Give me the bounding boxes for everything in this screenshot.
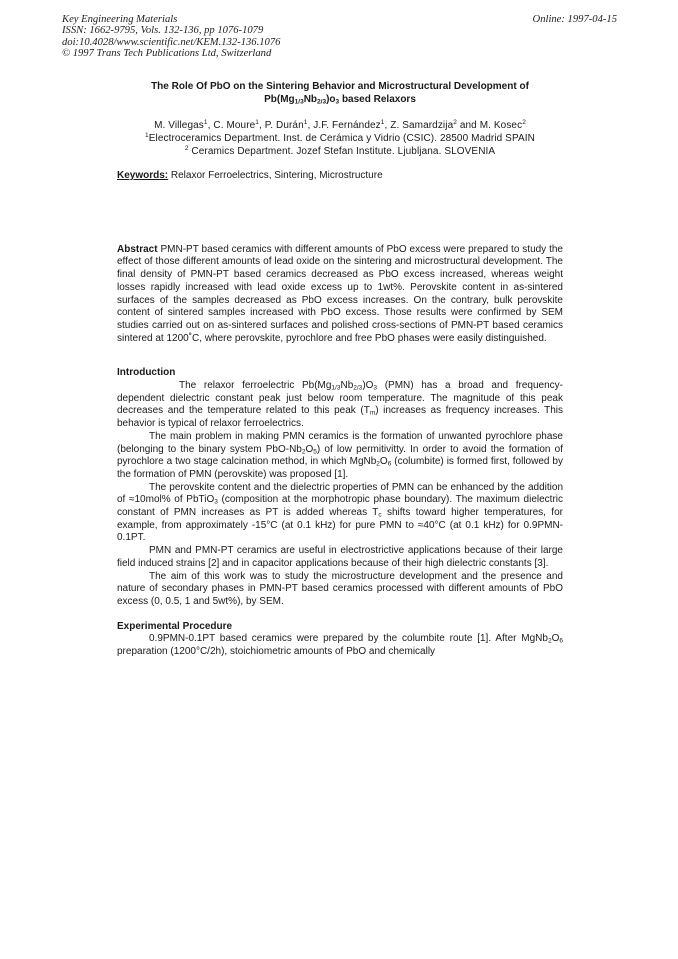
journal-name: Key Engineering Materials xyxy=(62,14,178,25)
author-list: M. Villegas$^1$, C. Moure$^1$, P. Durán$^1$, J.F. Fernández$^1$, Z. Samardzija$^2$ and M. Kosec$^2$ xyxy=(154,119,526,131)
issn-line: ISSN: 1662-9795, Vols. 132-136, pp 1076-1079 xyxy=(62,25,264,37)
experimental-paragraph-1: 0.9PMN-0.1PT based ceramics were prepared by the columbite route [1]. After $MgNb_2O_6$ preparation (1200°C/2h), stoichiometric amounts of PbO and chemically xyxy=(117,633,563,658)
intro-paragraph-2: The main problem in making PMN ceramics is the formation of unwanted pyrochlore phase (belonging to the binary system PbO-$Nb_2O_5$) of low permitivitty. In order to avoid the formation of pyrochlore a two stage calcination method, in which $MgNb_2O_6$ (columbite) is formed first, followed by the formation of PMN (perovskite) was proposed [1]. xyxy=(117,430,563,480)
paper-body xyxy=(117,80,563,659)
intro-paragraph-3: The perovskite content and the dielectric properties of PMN can be enhanced by the addition of ≈10mol% of PbTiO$_3$ (composition at the morphotropic phase boundary). The maximum dielectric constant of PMN increases as PT is added whereas $T_c$ shifts toward higher temperatures, for example, from approximately -15°C (at 0.1 kHz) for pure PMN to ≈40°C (at 0.1 kHz) for 0.9PMN-0.1PT. xyxy=(117,481,563,544)
intro-paragraph-5: The aim of this work was to study the microstructure development and the presence and nature of secondary phases in PMN-PT based ceramics processed with different amounts of PbO excess (0, 0.5, 1 and 5wt%), by SEM. xyxy=(117,570,563,607)
affiliation-2: $^2$ Ceramics Department. Jozef Stefan Institute. Ljubljana. SLOVENIA xyxy=(184,145,496,157)
affiliation-1: $^1$Electroceramics Department. Inst. de Cerámica y Vidrio (CSIC). 28500 Madrid SPAIN xyxy=(145,132,535,144)
paper-title: The Role Of PbO on the Sintering Behavior and Microstructural Development of $Pb(Mg_{1/3}Nb_{2/3})o_3$ based Relaxors xyxy=(151,81,529,106)
abstract-text: PMN-PT based ceramics with different amounts of PbO excess were prepared to study the effect of those different amounts of lead oxide on the sintering and microstructural development. The final density of PMN-PT based ceramics decreased as PbO excess increased, whereas weight losses rapidly increased with lead oxide excess up to 1wt%. Perovskite content in as-sintered surfaces of the samples decreased as PbO excess increases. On the contrary, bulk perovskite content of sintered samples increased with PbO excess. Those results were confirmed by SEM studies carried out on as-sintered surfaces and polished cross-sections of PMN-PT based ceramics sintered at 1200˚C, where perovskite, pyrochlore and free PbO phases were easily distinguished. xyxy=(117,243,563,344)
copyright-line: © 1997 Trans Tech Publications Ltd, Switzerland xyxy=(62,48,272,60)
page-header xyxy=(62,14,617,60)
intro-paragraph-1: The relaxor ferroelectric $Pb(Mg_{1/3}Nb_{2/3})O_3$ (PMN) has a broad and frequency-dependent dielectric constant peak just below room temperature. The magnitude of this peak decreases and the temperature related to this peak $(T_m)$ increases as frequency increases. This behavior is typical of relaxor ferroelectrics. xyxy=(117,380,564,430)
online-date: Online: 1997-04-15 xyxy=(532,14,617,25)
author-block xyxy=(117,119,563,158)
keywords xyxy=(117,170,563,183)
keywords-text: Relaxor Ferroelectrics, Sintering, Microstructure xyxy=(168,170,383,181)
introduction-heading: Introduction xyxy=(117,367,176,379)
abstract xyxy=(117,244,563,346)
abstract-label: Abstract xyxy=(117,243,158,255)
intro-paragraph-4: PMN and PMN-PT ceramics are useful in electrostrictive applications because of their large field induced strains [2] and in capacitor applications because of their high dielectric constants [3]. xyxy=(117,545,563,569)
experimental-heading: Experimental Procedure xyxy=(117,620,233,632)
doi-line: doi:10.4028/www.scientific.net/KEM.132-136.1076 xyxy=(62,36,281,48)
keywords-label: Keywords: xyxy=(117,170,169,181)
